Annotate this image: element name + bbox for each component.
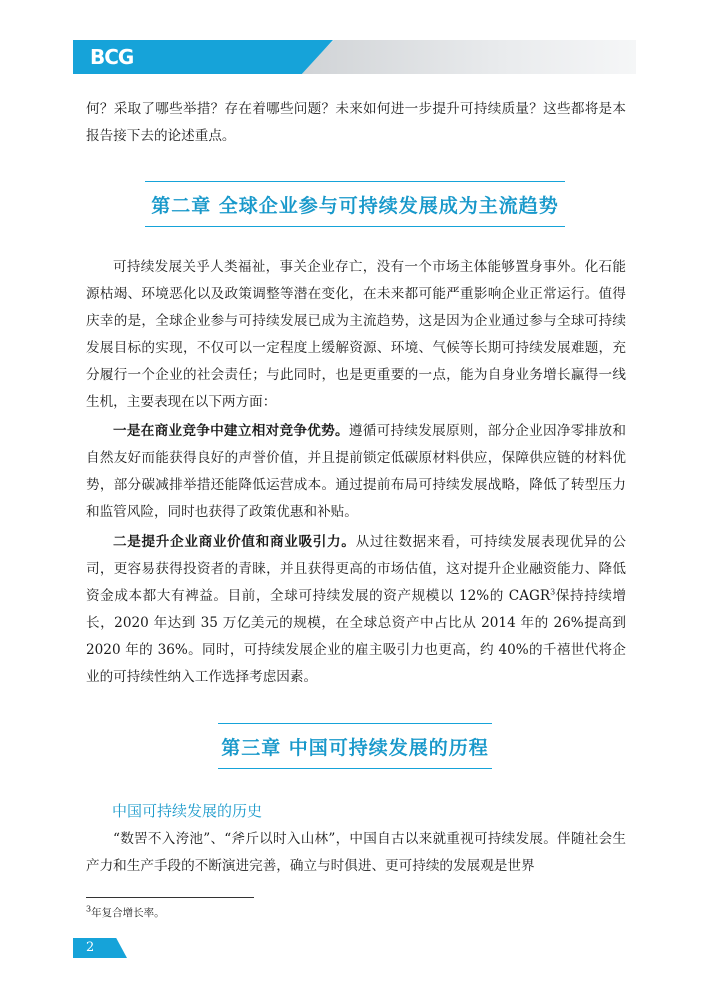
- chapter-3-banner: [218, 723, 492, 769]
- intro-paragraph: 何？采取了哪些举措？存在着哪些问题？未来如何进一步提升可持续质量？这些都将是本报告接下去的论述重点。: [86, 101, 626, 144]
- chapter-2-paragraph-2-lead: 一是在商业竞争中建立相对竞争优势。: [113, 423, 349, 439]
- chapter-2-paragraph-3-body-b: 保持持续增长，2020 年达到 35 万亿美元的规模，在全球总资产中占比从 2014 年的 26%提高到 2020 年的 36%。同时，可持续发展企业的雇主吸引力也更高，约 40%的千禧世代将企业的可持续性纳入工作选择考虑因素。: [86, 588, 627, 685]
- chapter-2-paragraph-3: [86, 529, 626, 691]
- chapter-2-paragraph-3-lead: 二是提升企业商业价值和商业吸引力。: [113, 534, 356, 550]
- section-heading: 中国可持续发展的历史: [112, 802, 263, 820]
- chapter-2-paragraph-1: 可持续发展关乎人类福祉，事关企业存亡，没有一个市场主体能够置身事外。化石能源枯竭、环境恶化以及政策调整等潜在变化，在未来都可能严重影响企业正常运行。值得庆幸的是，全球企业参与可持续发展已成为主流趋势，这是因为企业通过参与全球可持续发展目标的实现，不仅可以一定程度上缓解资源、环境、气候等长期可持续发展难题，充分履行一个企业的社会责任；与此同时，也是更重要的一点，能为自身业务增长赢得一线生机，主要表现在以下两方面：: [86, 259, 626, 410]
- page-number-tab: [73, 938, 127, 958]
- bcg-logo: BCG: [90, 45, 134, 69]
- header-grey-band: [300, 40, 636, 74]
- footnote: [86, 905, 165, 920]
- chapter-2-paragraph-2: [86, 418, 626, 526]
- footnote-mark: 3: [86, 904, 92, 914]
- page-number: 2: [86, 940, 95, 955]
- chapter-2-banner: [145, 181, 565, 227]
- chapter-2-paragraph-3-body-a: 从过往数据来看，可持续发展表现优异的公司，更容易获得投资者的青睐，并且获得更高的市场估值，这对提升企业融资能力、降低资金成本都大有裨益。目前，全球可持续发展的资产规模以 12%的 CAGR: [86, 534, 627, 604]
- page-header: [0, 0, 710, 80]
- footnote-text: 年复合增长率。: [91, 907, 165, 919]
- chapter-3-title: 第三章 中国可持续发展的历程: [221, 736, 489, 759]
- footnote-reference: 3: [550, 587, 556, 597]
- chapter-3-paragraph-1: “数罟不入洿池”、“斧斤以时入山林”，中国自古以来就重视可持续发展。伴随社会生产力和生产手段的不断演进完善，确立与时俱进、更可持续的发展观是世界: [86, 831, 626, 874]
- chapter-2-title: 第二章 全球企业参与可持续发展成为主流趋势: [151, 194, 559, 217]
- footnote-divider: [86, 897, 254, 898]
- chapter-2-paragraph-2-body: 遵循可持续发展原则，部分企业因净零排放和自然友好而能获得良好的声誉价值，并且提前锁定低碳原材料供应，保障供应链的材料优势，部分碳减排举措还能降低运营成本。通过提前布局可持续发展战略，降低了转型压力和监管风险，同时也获得了政策优惠和补贴。: [86, 423, 627, 520]
